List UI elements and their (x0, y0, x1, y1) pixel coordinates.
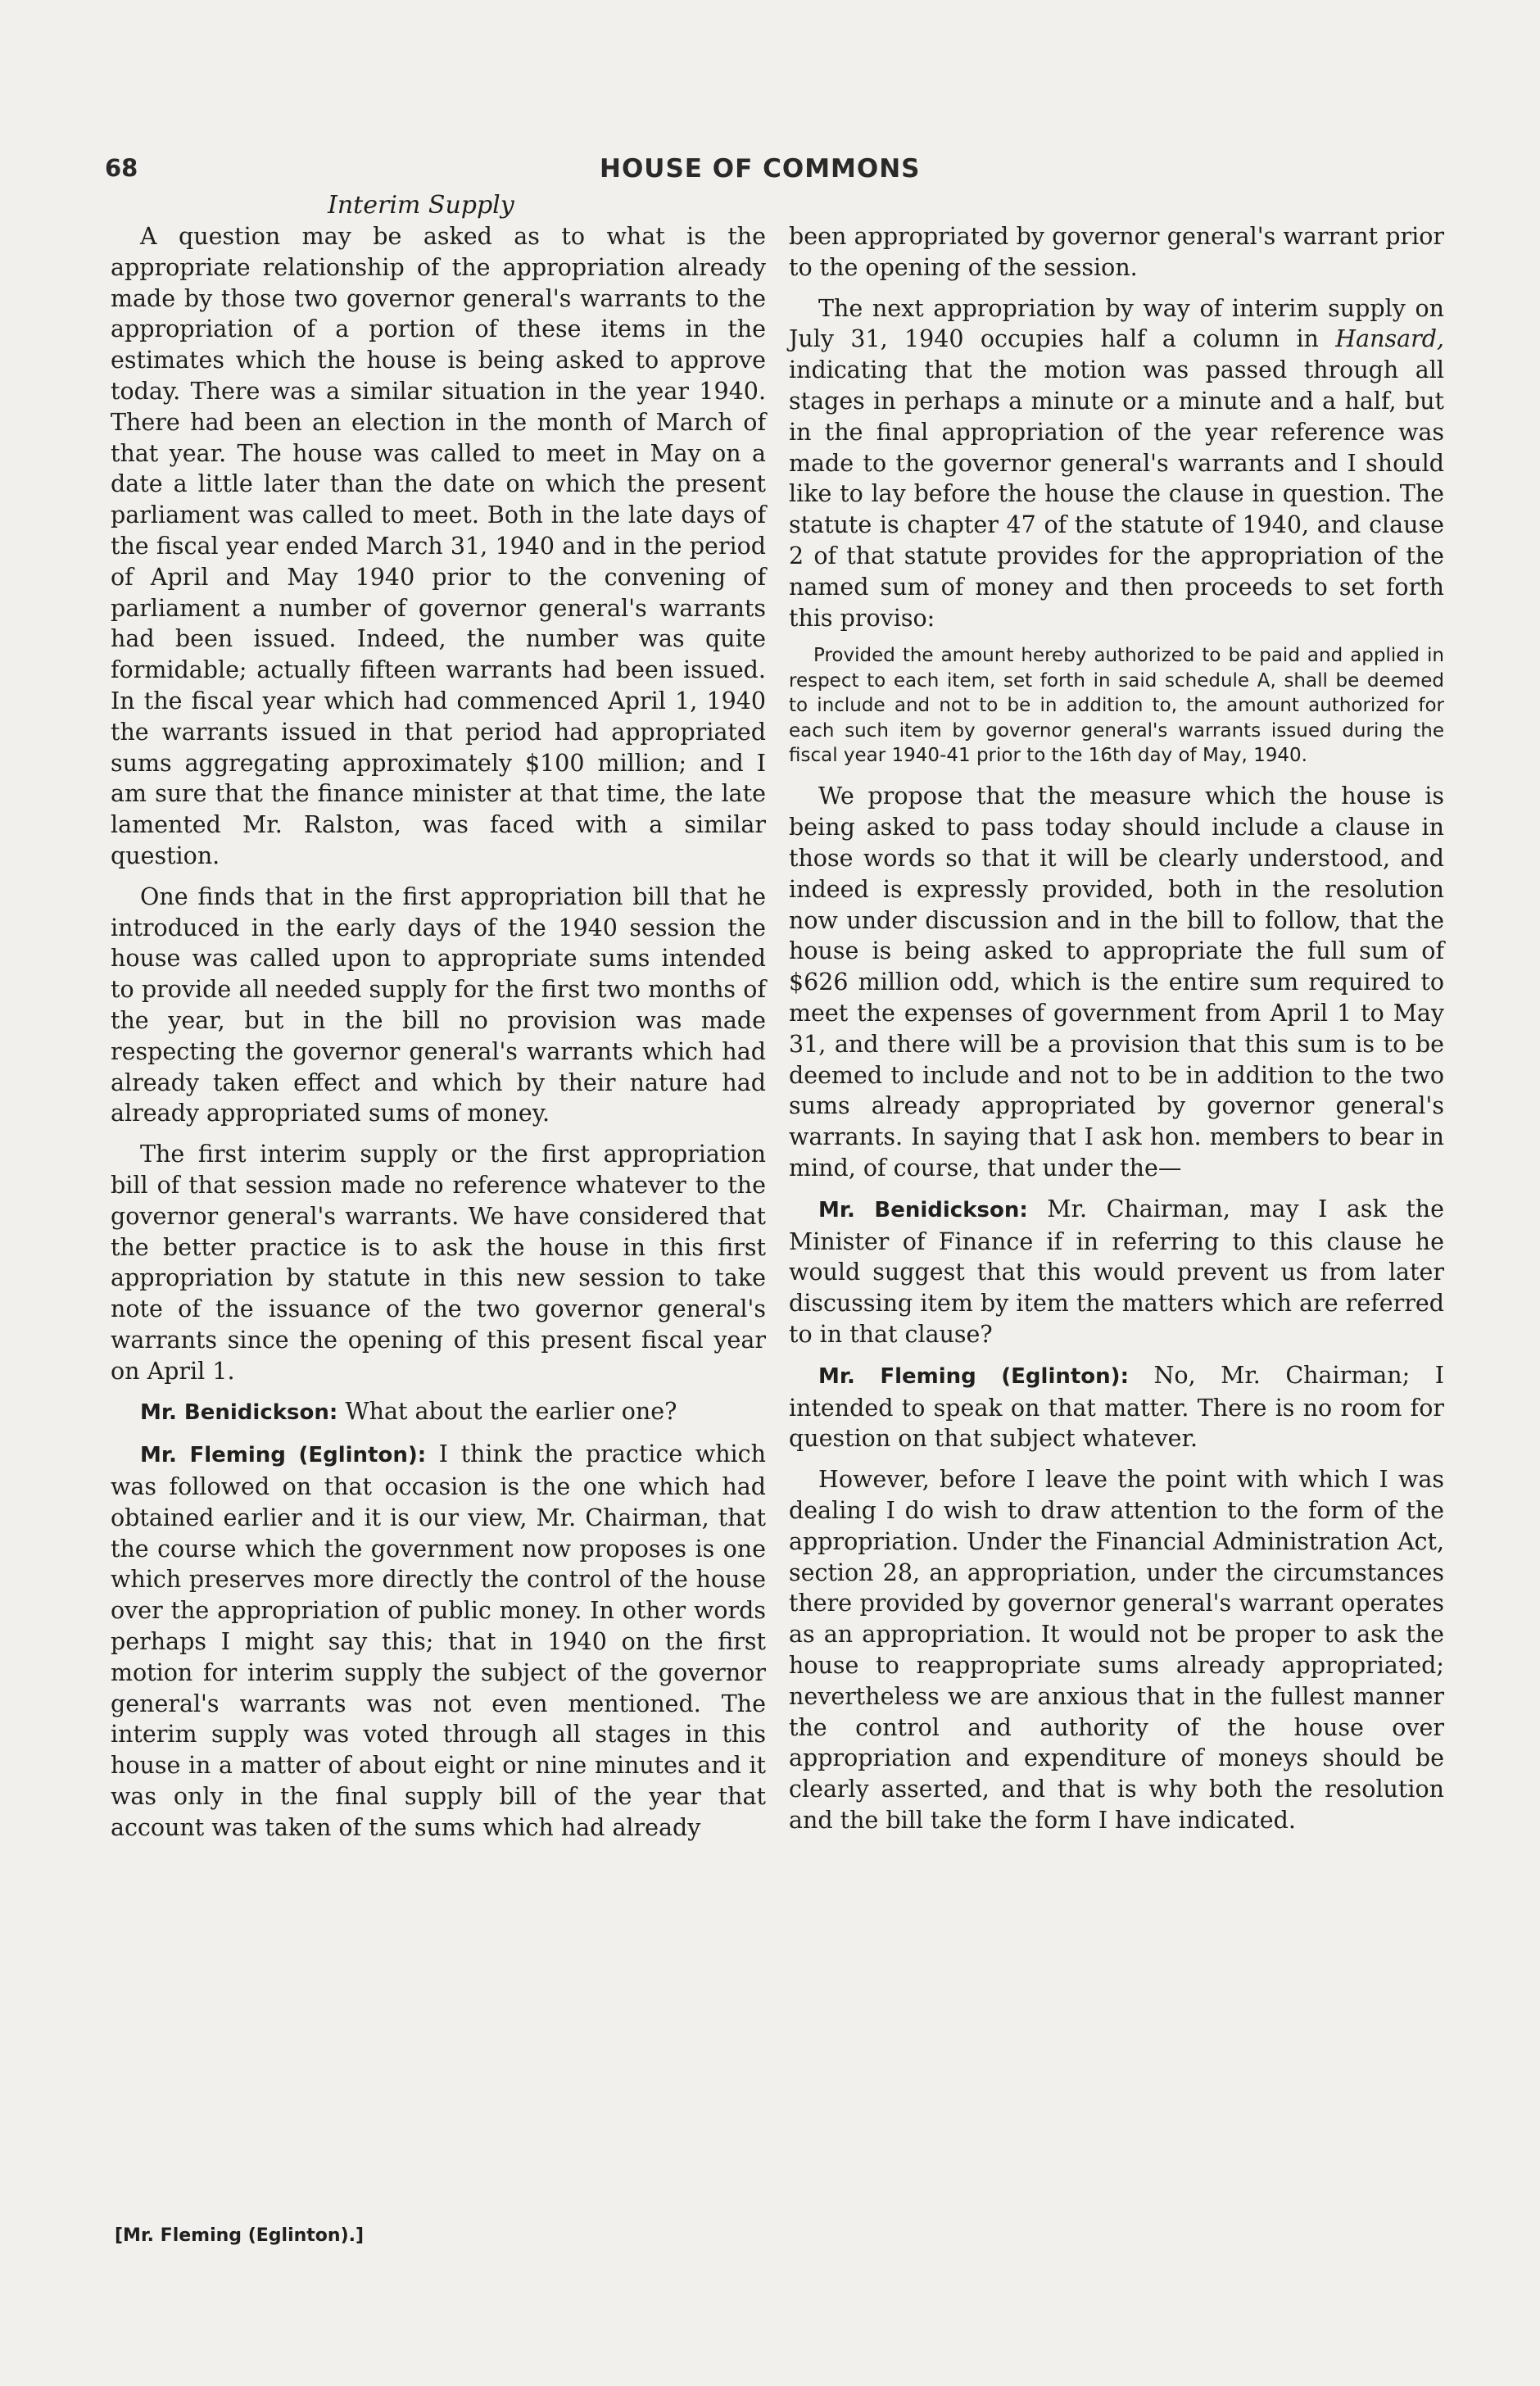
speech-paragraph (789, 1194, 1444, 1350)
speech-paragraph (111, 1396, 766, 1429)
footer-attribution: [Mr. Fleming (Eglinton).] (115, 2225, 365, 2246)
speech-text: No, Mr. Chairman; I intended to speak on that matter. There is no room for question on that subject whatever. (789, 1361, 1444, 1453)
speech-text: I think the practice which was followed on that occasion is the one which had obtained earlier and it is our view, Mr. Chairman, that the course which the government now proposes is one which preserves more directly the control of the house over the appropriation of public money. In other words perhaps I might say this; that in 1940 on the first motion for interim supply the subject of the governor general's warrants was not even mentioned. The interim supply was voted through all stages in this house in a matter of about eight or nine minutes and it was only in the final supply bill of the year that account was taken of the sums which had already (111, 1440, 766, 1841)
right-column (789, 221, 1444, 1846)
paragraph-text: indicating that the motion was passed through all stages in perhaps a minute or a minute and a half, but in the final appropriation of the year reference was made to the governor general's warrants and I should like to lay before the house the clause in question. The statute is chapter 47 of the statute of 1940, and clause 2 of that statute provides for the appropriation of the named sum of money and then proceeds to set forth this proviso: (789, 356, 1444, 632)
statute-quote: Provided the amount hereby authorized to be paid and applied in respect to each item, set forth in said schedule A, shall be deemed to include and not to be in addition to, the amount authorized for each such item by governor general's warrants issued during the fiscal year 1940-41 prior to the 16th day of May, 1940. (789, 645, 1444, 766)
speaker-name: Mr. Fleming (Eglinton): (140, 1443, 427, 1468)
section-title: Interim Supply (328, 191, 514, 220)
running-head: HOUSE OF COMMONS (600, 154, 921, 184)
paragraph: However, before I leave the point with which I was dealing I do wish to draw attention to the form of the appropriation. Under the Financial Administration Act, section 28, an appropriation, under the circumstances there provided by governor general's warrant operates as an appropriation. It would not be proper to ask the house to reappropriate sums already appropriated; nevertheless we are anxious that in the fullest manner the control and authority of the house over appropriation and expenditure of moneys should be clearly asserted, and that is why both the resolution and the bill take the form I have indicated. (789, 1466, 1444, 1834)
paragraph-text: The next appropriation by way of interim supply on July 31, 1940 occupies half a column in (789, 294, 1444, 353)
paragraph: A question may be asked as to what is the appropriate relationship of the appropriation already made by those two governor general's warrants to the appropriation of a portion of these items in the estimates which the house is being asked to approve today. There was a similar situation in the year 1940. There had been an election in the month of March of that year. The house was called to meet in May on a date a little later than the date on which the present parliament was called to meet. Both in the late days of the fiscal year ended March 31, 1940 and in the period of April and May 1940 prior to the convening of parliament a number of governor general's warrants had been issued. Indeed, the number was quite formidable; actually fifteen warrants had been issued. In the fiscal year which had commenced April 1, 1940 the warrants issued in that period had appropriated sums aggregating approximately $100 million; and I am sure that the finance minister at that time, the late lamented Mr. Ralston, was faced with a similar question. (111, 223, 766, 869)
speaker-name: Mr. Fleming (Eglinton): (818, 1363, 1129, 1389)
paragraph (789, 293, 1444, 634)
speaker-name: Mr. Benidickson: (818, 1197, 1028, 1222)
paragraph: One finds that in the first appropriation bill that he introduced in the early days of the 1940 session the house was called upon to appropriate sums intended to provide all needed supply for the first two months of the year, but in the bill no provision was made respecting the governor general's warrants which had already taken effect and which by their nature had already appropriated sums of money. (111, 882, 766, 1127)
speech-paragraph (111, 1439, 766, 1843)
speech-text: Mr. Chairman, may I ask the Minister of Finance if in referring to this clause he would suggest that this would prevent us from later discussing item by item the matters which are referred to in that clause? (789, 1195, 1444, 1348)
paragraph: been appropriated by governor general's warrant prior to the opening of the session. (789, 223, 1444, 281)
left-column (111, 190, 766, 1853)
speech-paragraph (789, 1360, 1444, 1454)
speech-text: What about the earlier one? (337, 1398, 677, 1426)
speaker-name: Mr. Benidickson: (140, 1400, 338, 1426)
page-header (105, 154, 1465, 190)
paragraph: The first interim supply or the first appropriation bill of that session made no reference whatever to the governor general's warrants. We have considered that the better practice is to ask the house in this first appropriation by statute in this new session to take note of the issuance of the two governor general's warrants since the opening of this present fiscal year on April 1. (111, 1141, 766, 1385)
page-number: 68 (105, 154, 138, 182)
paragraph: We propose that the measure which the house is being asked to pass today should include a clause in those words so that it will be clearly understood, and indeed is expressly provided, both in the resolution now under discussion and in the bill to follow, that the house is being asked to appropriate the full sum of $626 million odd, which is the entire sum required to meet the expenses of government from April 1 to May 31, and there will be a provision that this sum is to be deemed to include and not to be in addition to the two sums already appropriated by governor general's warrants. In saying that I ask hon. members to bear in mind, of course, that under the— (789, 782, 1444, 1182)
hansard-italic: Hansard, (1335, 325, 1444, 353)
